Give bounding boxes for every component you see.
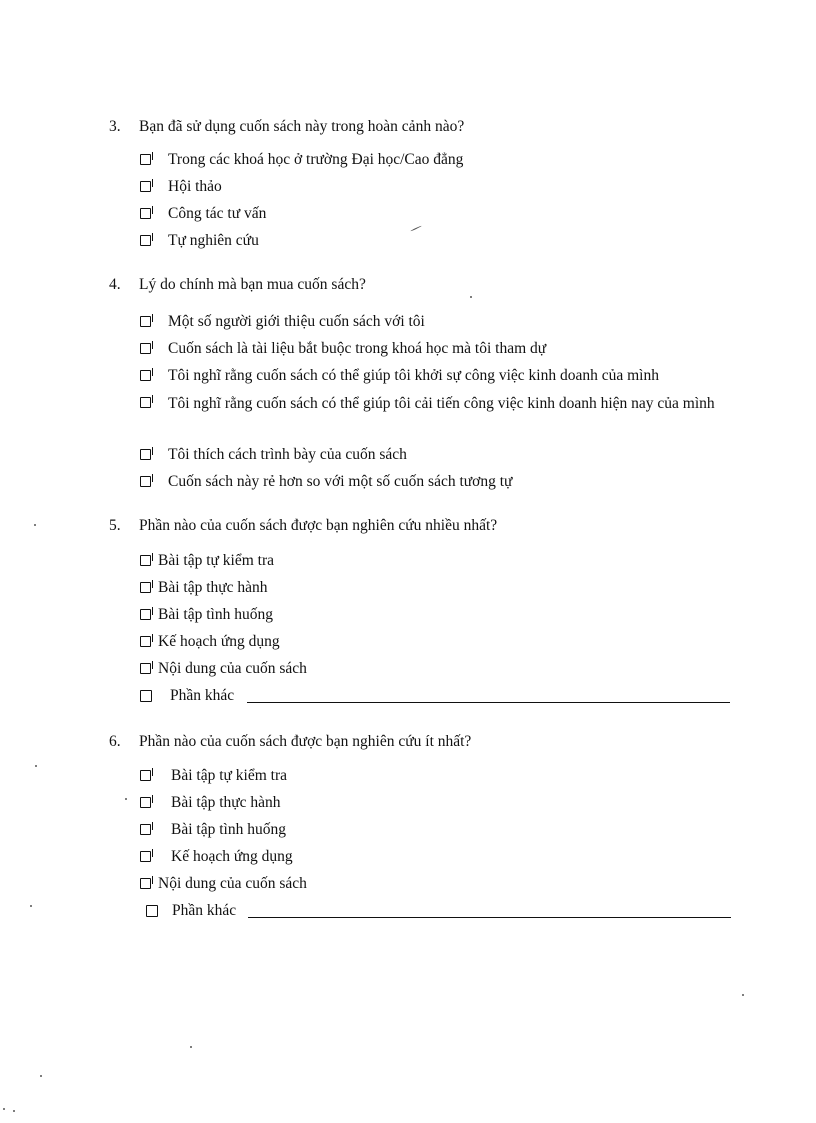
scan-speck [125, 798, 127, 800]
option-self-test[interactable] [0, 552, 816, 574]
checkbox[interactable] [140, 370, 151, 381]
question-number: 4. [109, 276, 121, 293]
option-label: Bài tập thực hành [158, 579, 268, 596]
option-label: Tôi thích cách trình bày của cuốn sách [168, 446, 407, 463]
option-start-business[interactable] [0, 367, 816, 389]
option-other[interactable] [0, 687, 816, 709]
checkbox[interactable] [140, 663, 151, 674]
option-label: Một số người giới thiệu cuốn sách với tôi [168, 313, 425, 330]
question-title [109, 117, 464, 137]
question-text: Bạn đã sử dụng cuốn sách này trong hoàn cảnh nào? [139, 118, 465, 135]
checkbox[interactable] [140, 181, 151, 192]
scan-speck [35, 765, 37, 767]
checkbox[interactable] [140, 476, 151, 487]
scan-speck [13, 1110, 15, 1112]
option-label: Trong các khoá học ở trường Đại học/Cao đẳng [168, 151, 464, 168]
option-action-plan[interactable] [0, 848, 816, 870]
option-label: Kế hoạch ứng dụng [158, 633, 280, 650]
option-practice[interactable] [0, 794, 816, 816]
checkbox[interactable] [140, 397, 151, 408]
checkbox[interactable] [140, 851, 151, 862]
question-number: 3. [109, 118, 121, 135]
question-number: 5. [109, 517, 121, 534]
option-presentation[interactable] [0, 446, 816, 468]
option-label: Hội thảo [168, 178, 222, 195]
question-number: 6. [109, 733, 121, 750]
option-label: Tự nghiên cứu [168, 232, 259, 249]
option-self-study[interactable] [0, 232, 816, 254]
checkbox[interactable] [140, 235, 151, 246]
question-text: Phần nào của cuốn sách được bạn nghiên cứu nhiều nhất? [139, 517, 498, 534]
option-label: Phần khác [170, 687, 235, 704]
scan-speck [3, 1108, 5, 1110]
option-label: Bài tập tình huống [171, 821, 286, 838]
option-label: Bài tập tự kiểm tra [158, 552, 275, 569]
checkbox[interactable] [140, 582, 151, 593]
other-answer-line[interactable] [248, 917, 731, 918]
question-title [109, 732, 471, 752]
option-self-test[interactable] [0, 767, 816, 789]
option-other[interactable] [0, 902, 816, 924]
checkbox[interactable] [140, 878, 151, 889]
checkbox[interactable] [140, 449, 151, 460]
checkbox[interactable] [140, 636, 151, 647]
checkbox[interactable] [140, 690, 152, 702]
option-label: Phần khác [172, 902, 237, 919]
option-label: Tôi nghĩ rằng cuốn sách có thể giúp tôi khởi sự công việc kinh doanh của mình [168, 367, 659, 384]
checkbox[interactable] [140, 609, 151, 620]
scan-speck [470, 296, 472, 298]
option-label: Công tác tư vấn [168, 205, 267, 222]
option-workshop[interactable] [0, 178, 816, 200]
option-label: Nội dung của cuốn sách [158, 660, 307, 677]
option-label: Nội dung của cuốn sách [158, 875, 307, 892]
option-label: Bài tập tự kiểm tra [171, 767, 288, 784]
option-required[interactable] [0, 340, 816, 362]
scan-speck [30, 905, 32, 907]
option-improve-business[interactable] [0, 394, 816, 442]
checkbox[interactable] [140, 316, 151, 327]
checkbox[interactable] [140, 555, 151, 566]
option-cheaper[interactable] [0, 473, 816, 495]
option-action-plan[interactable] [0, 633, 816, 655]
checkbox[interactable] [140, 797, 151, 808]
checkbox[interactable] [140, 154, 151, 165]
option-label: Tôi nghĩ rằng cuốn sách có thể giúp tôi cải tiến công việc kinh doanh hiện nay của mình [168, 395, 715, 412]
option-case-study[interactable] [0, 606, 816, 628]
question-title [109, 275, 366, 295]
option-label: Bài tập tình huống [158, 606, 273, 623]
question-text: Lý do chính mà bạn mua cuốn sách? [139, 276, 366, 293]
scan-speck [742, 994, 744, 996]
scan-speck [34, 524, 36, 526]
checkbox[interactable] [146, 905, 158, 917]
checkbox[interactable] [140, 824, 151, 835]
question-title [109, 516, 497, 536]
option-in-school[interactable] [0, 151, 816, 173]
option-consulting[interactable] [0, 205, 816, 227]
scan-speck [190, 1046, 192, 1048]
checkbox[interactable] [140, 208, 151, 219]
option-recommended[interactable] [0, 313, 816, 335]
checkbox[interactable] [140, 343, 151, 354]
option-practice[interactable] [0, 579, 816, 601]
option-content[interactable] [0, 875, 816, 897]
option-case-study[interactable] [0, 821, 816, 843]
question-text: Phần nào của cuốn sách được bạn nghiên cứu ít nhất? [139, 733, 472, 750]
option-label: Bài tập thực hành [171, 794, 281, 811]
scan-speck [40, 1075, 42, 1077]
checkbox[interactable] [140, 770, 151, 781]
option-label: Kế hoạch ứng dụng [171, 848, 293, 865]
option-label: Cuốn sách là tài liệu bắt buộc trong khoá học mà tôi tham dự [168, 340, 547, 357]
option-content[interactable] [0, 660, 816, 682]
other-answer-line[interactable] [247, 702, 730, 703]
option-label: Cuốn sách này rẻ hơn so với một số cuốn sách tương tự [168, 473, 513, 490]
